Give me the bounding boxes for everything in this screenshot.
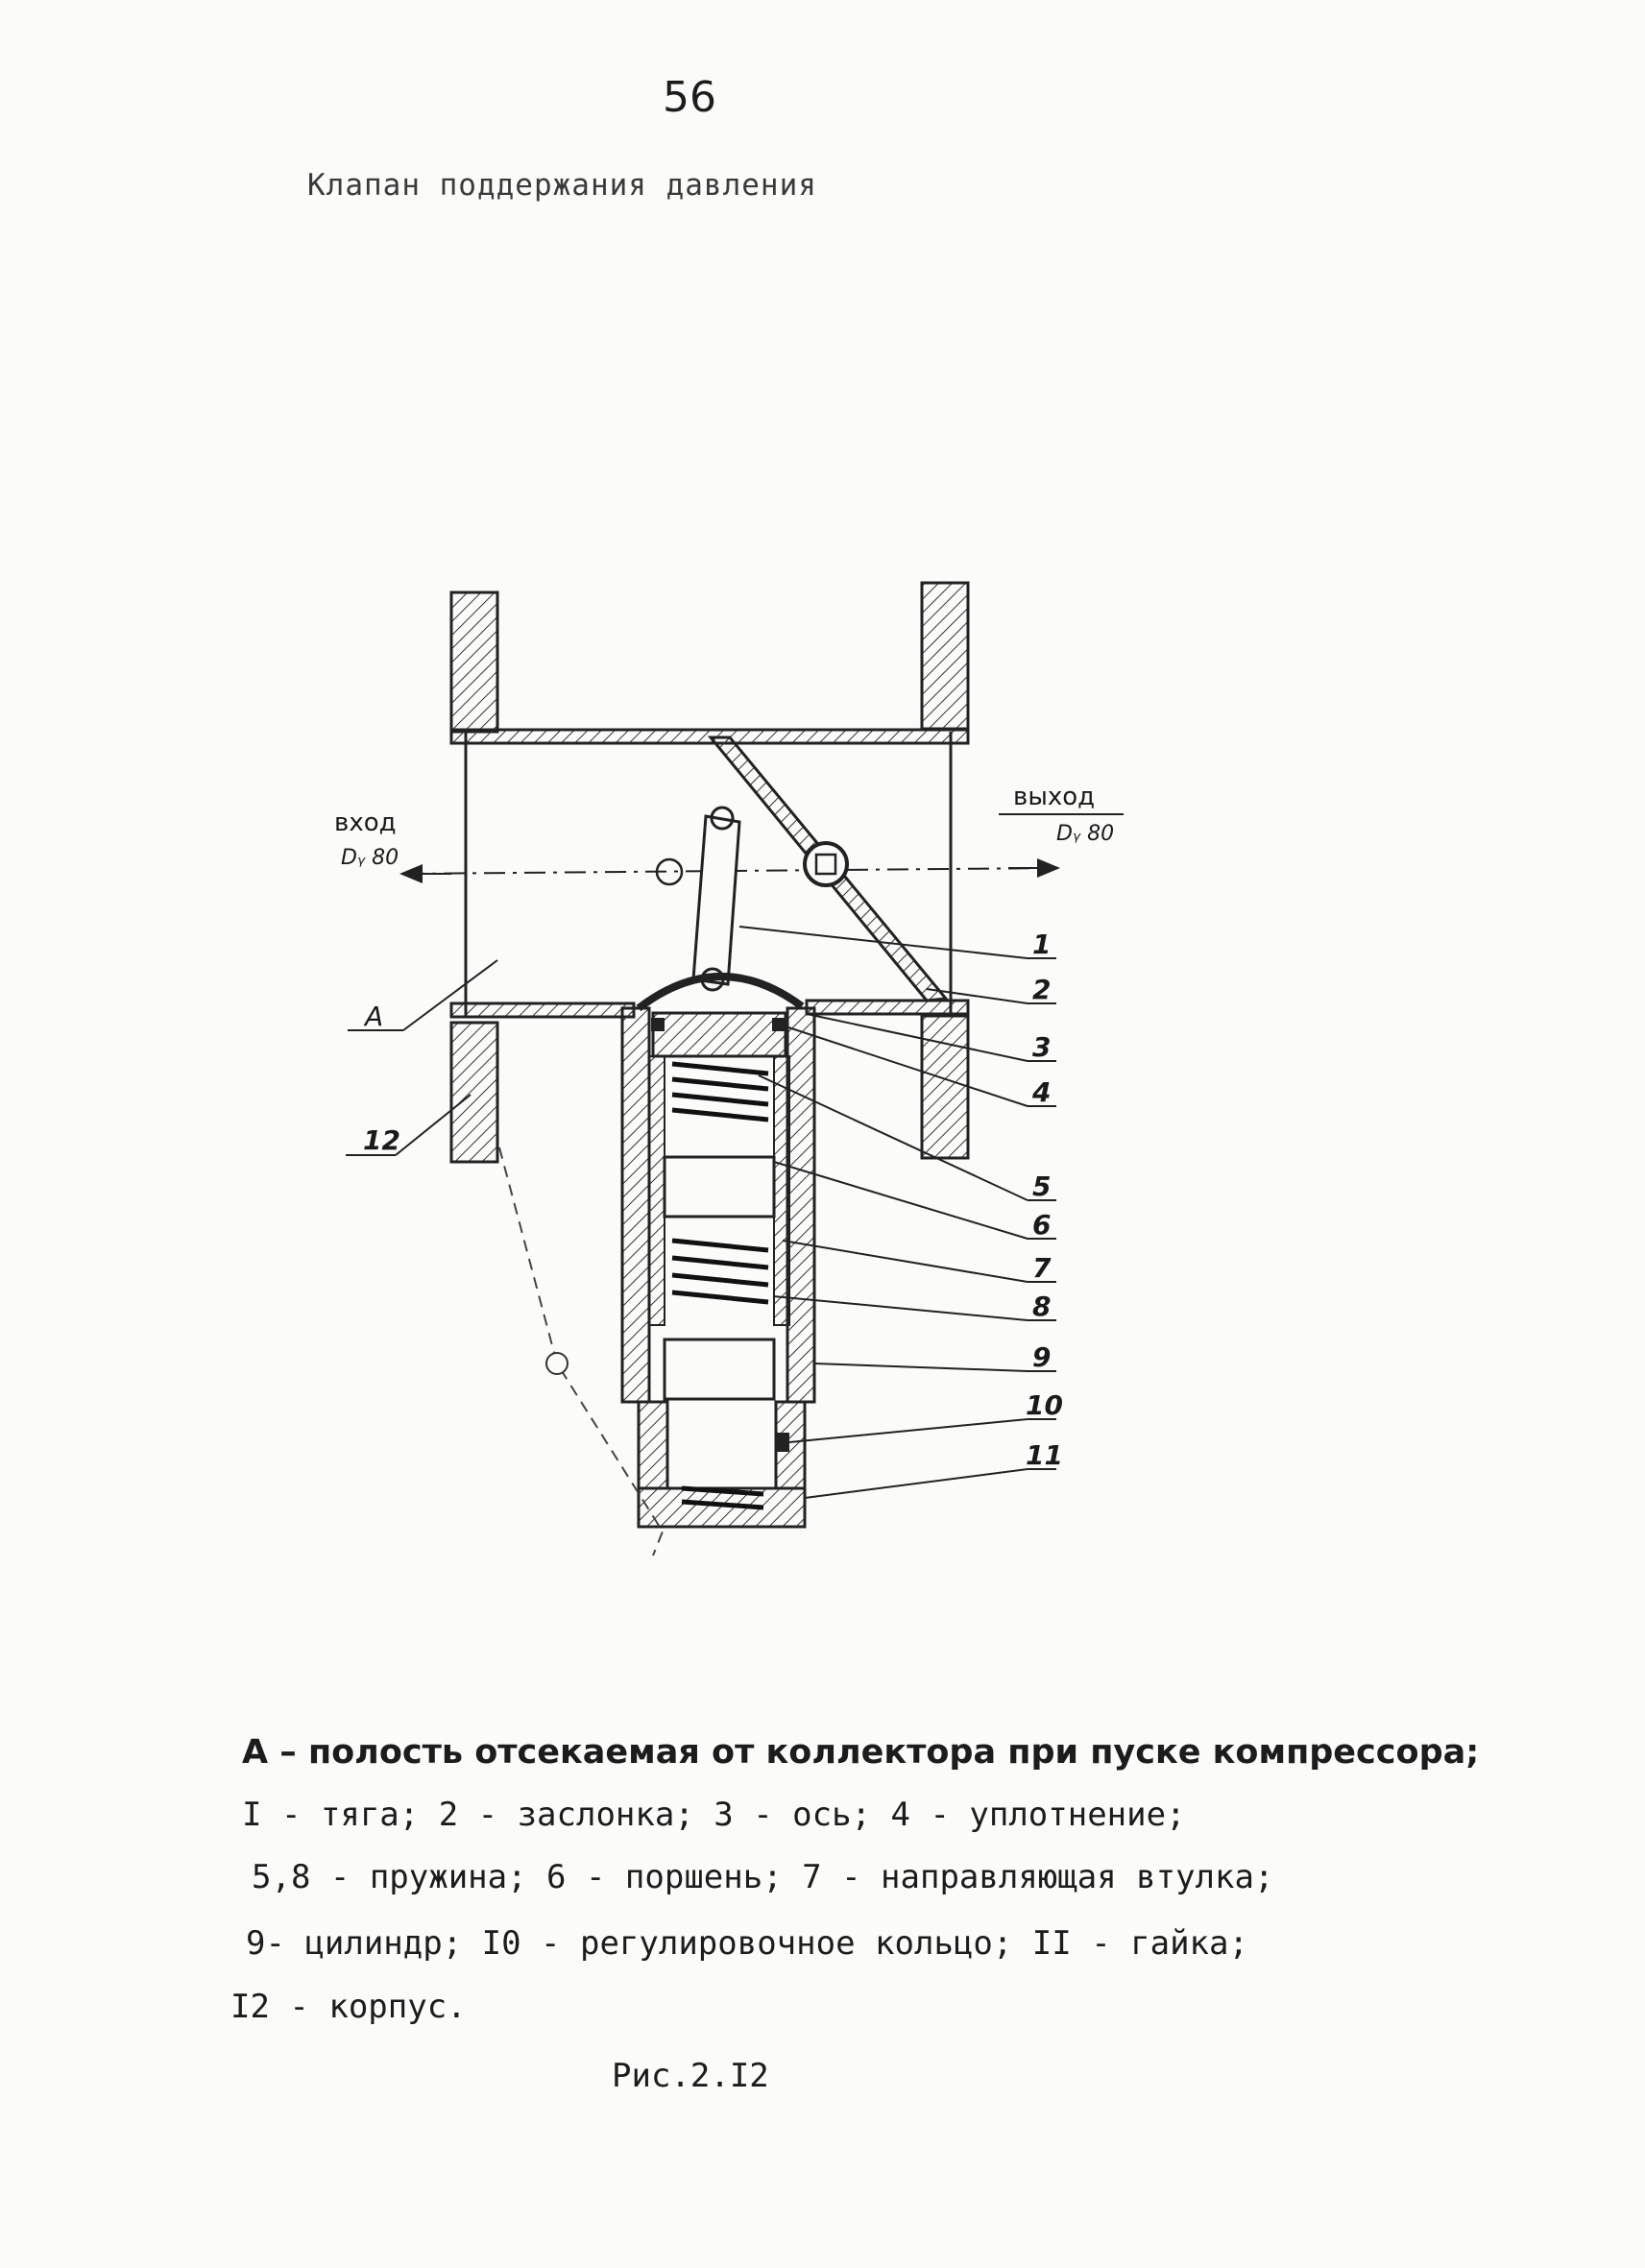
cylinder-left-wall (622, 1008, 649, 1402)
callout-4: 4 (1032, 1076, 1052, 1108)
callout-7: 7 (1032, 1252, 1052, 1284)
legend-line-2: I - тяга; 2 - заслонка; 3 - ось; 4 - уплотнение; (242, 1796, 1186, 1834)
left-flange-bottom (451, 1023, 497, 1162)
cylinder-lower-left (639, 1402, 667, 1488)
right-flange-bottom (922, 1016, 968, 1158)
adjusting-ring (776, 1433, 789, 1452)
damper-axle (805, 843, 847, 885)
page-number: 56 (663, 73, 716, 122)
piston-block-lower (665, 1339, 774, 1399)
body-bottom-wall-right (807, 1001, 968, 1014)
right-flange-top (922, 583, 968, 729)
callout-11: 11 (1026, 1439, 1063, 1471)
inlet-size: Dᵧ 80 (341, 846, 399, 870)
cylinder-right-wall (787, 1008, 814, 1402)
piston-head (653, 1013, 786, 1056)
legend-line-3: 5,8 - пружина; 6 - поршень; 7 - направляющая втулка; (252, 1858, 1274, 1896)
callout-9: 9 (1032, 1341, 1052, 1373)
outlet-label: выход (1013, 783, 1096, 811)
nut (639, 1488, 805, 1527)
callout-8: 8 (1032, 1291, 1052, 1322)
body-bottom-wall-left (451, 1003, 634, 1017)
lever-pivot (546, 1353, 568, 1374)
inlet-label: вход (334, 808, 397, 837)
callout-10: 10 (1026, 1389, 1063, 1421)
callout-3: 3 (1032, 1031, 1052, 1063)
outlet-size: Dᵧ 80 (1056, 822, 1115, 846)
seal-right (772, 1018, 786, 1031)
upper-spring (672, 1064, 768, 1120)
figure-caption: Рис.2.I2 (612, 2057, 769, 2095)
legend-line-5: I2 - корпус. (230, 1988, 467, 2026)
callout-1: 1 (1032, 929, 1052, 960)
middle-spring (672, 1241, 768, 1302)
seal-left (651, 1018, 665, 1031)
cavity-label: А (365, 1001, 384, 1032)
guide-sleeve-right (774, 1056, 789, 1325)
guide-sleeve-left (649, 1056, 665, 1325)
callout-6: 6 (1032, 1209, 1052, 1241)
callout-12: 12 (363, 1124, 400, 1156)
legend-line-4: 9- цилиндр; I0 - регулировочное кольцо; II - гайка; (246, 1924, 1248, 1963)
page-heading: Клапан поддержания давления (307, 168, 817, 203)
callout-5: 5 (1032, 1170, 1052, 1202)
left-flange-top (451, 592, 497, 732)
legend-line-1: А – полость отсекаемая от коллектора при пуске компрессора; (242, 1733, 1480, 1772)
rod (693, 816, 739, 984)
cavity-pointer (403, 960, 497, 1030)
piston-block-upper (665, 1157, 774, 1217)
callout-2: 2 (1032, 974, 1052, 1005)
